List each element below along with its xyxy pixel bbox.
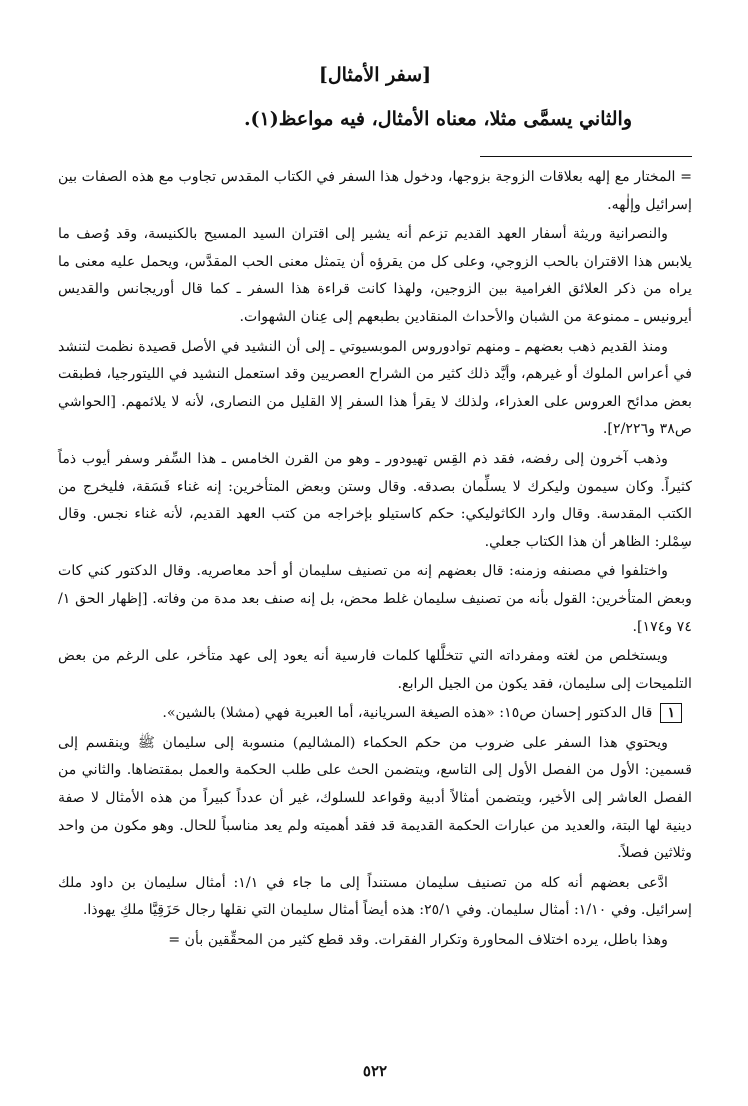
footnotes	[58, 164, 692, 955]
footnote-paragraph: وهذا باطل، يرده اختلاف المحاورة وتكرار الفقرات. وقد قطع كثير من المحقِّقين بأن =	[168, 932, 668, 949]
page	[58, 0, 692, 1106]
footnote-paragraph: ومنذ القديم ذهب بعضهم ـ ومنهم توادوروس الموبسيوتي ـ إلى أن النشيد في الأصل قصيدة نظمت لتنشد في أعراس الملوك أو غيرهم، وأيَّد ذلك كثير من الشراح العصريين وقد استعمل النشيد في الليتورجيا، فطبقت بعض مدائح العروس على العذراء، ولذلك لا يقرأ هذا السفر إلا القليل من النصارى، لأنه لا يلائمهم. [الحواشي ص٣٨ و٢/٢٢٦].	[58, 338, 692, 438]
intro-line: والثاني يسمَّى مثلا، معناه الأمثال، فيه مواعظ(١).	[243, 108, 632, 130]
footnote-paragraph: ويستخلص من لغته ومفرداته التي تتخلَّلها كلمات فارسية أنه يعود إلى عهد متأخر، على الرغم من بعض التلميحات إلى سليمان، فقد يكون من الجيل الرابع.	[58, 648, 692, 692]
footnote-number-box: ١	[660, 703, 682, 723]
footnote-paragraph: واختلفوا في مصنفه وزمنه: قال بعضهم إنه من تصنيف سليمان أو أحد معاصريه. وقال الدكتور كني كات وبعض المتأخرين: القول بأنه من تصنيف سليمان غلط محض، بل إنه صنف بعد مدة من وفاته. [إظهار الحق ١/ ٧٤ و١٧٤].	[58, 563, 692, 635]
footnote-paragraph: ادَّعى بعضهم أنه كله من تصنيف سليمان مستنداً إلى ما جاء في ١/١: أمثال سليمان بن داود ملك إسرائيل. وفي ١/١٠: أمثال سليمان. وفي ٢٥/١: هذه أيضاً أمثال سليمان التي نقلها رجال حَزَقِيَّا ملكِ يهوذا.	[58, 874, 692, 919]
footnote-paragraph: = المختار مع إلهه بعلاقات الزوجة بزوجها، ودخول هذا السفر في الكتاب المقدس تجاوب مع هذه الصفات بين إسرائيل وإلٰهه.	[58, 169, 692, 213]
footnote-paragraph: ويحتوي هذا السفر على ضروب من حكم الحكماء (المشاليم) منسوبة إلى سليمان ﷺ وينقسم إلى قسمين: الأول من الفصل الأول إلى التاسع، ويتضمن الحث على طلب الحكمة والعمل بمقتضاها. والثاني من الفصل العاشر إلى الأخير، ويتضمن أمثالاً أدبية وقواعد للسلوك، غير أن عدداً كبيراً من هذه الأمثال لا صفة دينية لها البتة، والعديد من عبارات الحكمة القديمة قد فقد أهميته ولم يعد مناسباً للحال. وهو مكون من واحد وثلاثين فصلاً.	[58, 734, 692, 862]
footnote-text: قال الدكتور إحسان ص١٥: «هذه الصيغة السريانية، أما العبرية فهي (مشلا) بالشين».	[162, 705, 653, 722]
footnote-divider	[480, 156, 692, 157]
page-number: ٥٢٢	[362, 1062, 388, 1080]
footnote-paragraph: والنصرانية وريثة أسفار العهد القديم تزعم أنه يشير إلى اقتران السيد المسيح بالكنيسة، وقد وُصف ما يلابس هذا الاقتران بالحب الزوجي، وعلى كل من يقرؤه أن يتمثل معنى الحب المقدَّس، ويحمل عليه معنى ما يراه من ذكر العلائق الغرامية بين الزوجين، ولهذا كانت قراءة هذا السفر ـ كما قال أوريجانس والقديس أيرونيس ـ ممنوعة من الشبان والأحداث المنقادين بطبعهم إلى عِنان الشهوات.	[58, 226, 692, 325]
chapter-heading: [سفر الأمثال]	[318, 64, 432, 86]
footnote-paragraph: وذهب آخرون إلى رفضه، فقد ذم القِس تهيودور ـ وهو من القرن الخامس ـ هذا السِّفر وسفر أيوب ذماً كثيراً. وكان سيمون وليكرك لا يسلِّمان بصدقه. وقال وستن وبعض المتأخرين: إنه غناء فَسَقة، فليخرج من الكتب المقدسة. وقال وارد الكاثوليكي: حكم كاستيلو بإخراجه من كتب العهد القديم، لأنه غناء نجس. وقال سِمْلر: الظاهر أن هذا الكتاب جعلي.	[58, 450, 692, 550]
footnote-numbered	[58, 700, 692, 728]
